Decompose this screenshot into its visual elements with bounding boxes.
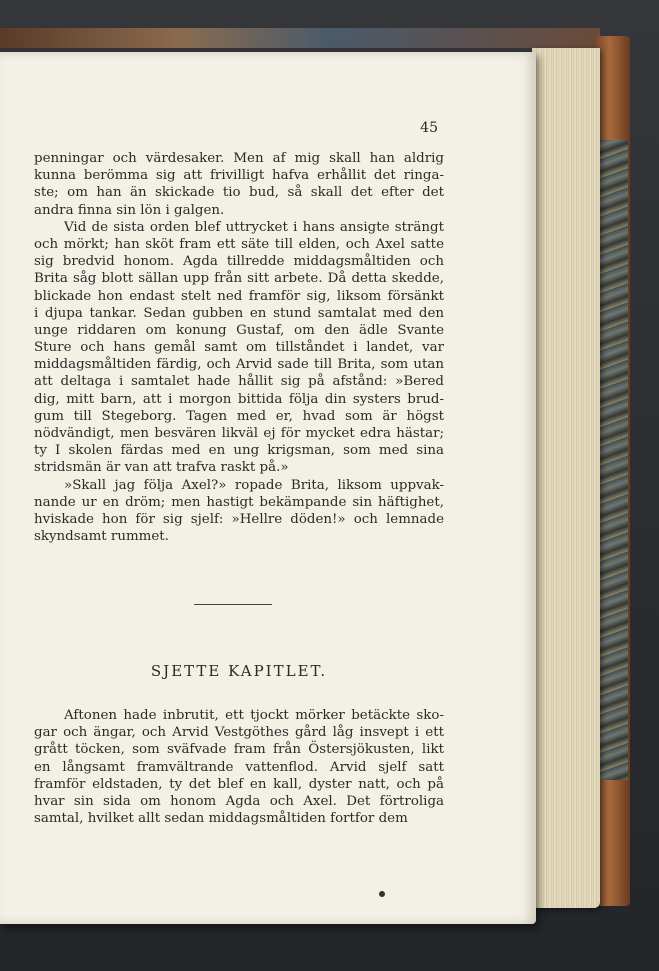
- text-line: ty I skolen färdas med en ung krigsman, som med sina: [34, 443, 444, 459]
- book-cover-top: [0, 28, 600, 48]
- text-line: »Skall jag följa Axel?» ropade Brita, liksom uppvak-: [64, 477, 444, 493]
- text-line: middagsmåltiden färdig, och Arvid sade till Brita, som utan: [34, 357, 444, 373]
- body-text-bottom: [34, 707, 444, 827]
- text-line: penningar och värdesaker. Men af mig skall han aldrig: [34, 151, 444, 166]
- text-line: samtal, hvilket allt sedan middagsmåltiden fortfor dem: [34, 811, 408, 827]
- text-line: att deltaga i samtalet hade hållit sig på afstånd: »Bered: [34, 374, 444, 390]
- text-line: ste; om han än skickade tio bud, så skall det efter det: [34, 185, 444, 201]
- text-line: och mörkt; han sköt fram ett säte till elden, och Axel satte: [34, 236, 444, 252]
- text-line: hviskade hon för sig sjelf: »Hellre döden!» och lemnade: [34, 511, 444, 527]
- text-line: kunna berömma sig att frivilligt hafva erhållit det ringa-: [34, 168, 444, 184]
- text-line: gar och ängar, och Arvid Vestgöthes gård låg insvept i ett: [34, 725, 444, 741]
- paragraph: [34, 707, 444, 827]
- body-text-top: [34, 150, 444, 545]
- text-line: Brita såg blott sällan upp från sitt arbete. Då detta skedde,: [34, 271, 444, 287]
- text-line: framför eldstaden, ty det blef en kall, dyster natt, och på: [34, 776, 444, 792]
- text-line: i djupa tankar. Sedan gubben en stund samtalat med den: [34, 305, 444, 321]
- text-line: nande ur en dröm; men hastigt bekämpande sin häftighet,: [34, 494, 444, 510]
- chapter-title: SJETTE KAPITLET.: [150, 662, 328, 680]
- text-line: Aftonen hade inbrutit, ett tjockt mörker betäckte sko-: [64, 708, 444, 723]
- text-line: gum till Stegeborg. Tagen med er, hvad som är högst: [34, 408, 444, 424]
- printer-mark: [379, 891, 385, 897]
- text-line: skyndsamt rummet.: [34, 529, 169, 545]
- text-line: sig bredvid honom. Agda tillredde middagsmåltiden och: [34, 254, 444, 270]
- page-edges: [532, 48, 600, 908]
- text-line: unge riddaren om konung Gustaf, om den ädle Svante: [34, 322, 444, 338]
- marbled-cover-edge: [600, 140, 628, 780]
- section-separator: [194, 604, 272, 605]
- paragraph: [34, 477, 444, 546]
- text-line: andra finna sin lön i galgen.: [34, 202, 225, 218]
- page-number: 45: [420, 120, 438, 136]
- text-line: hvar sin sida om honom Agda och Axel. Det förtroliga: [34, 793, 444, 809]
- text-line: dig, mitt barn, att i morgon bittida följa din systers brud-: [34, 391, 444, 407]
- text-line: grått töcken, som sväfvade fram från Östersjökusten, likt: [34, 742, 444, 758]
- text-line: en långsamt framvältrande vattenflod. Arvid sjelf satt: [34, 759, 444, 775]
- text-line: Vid de sista orden blef uttrycket i hans ansigte strängt: [64, 219, 444, 235]
- paragraph: [34, 150, 444, 219]
- paragraph: [34, 219, 444, 477]
- text-line: blickade hon endast stelt ned framför sig, liksom försänkt: [34, 288, 444, 304]
- text-line: stridsmän är van att trafva raskt på.»: [34, 460, 289, 476]
- text-line: nödvändigt, men besvären likväl ej för mycket edra hästar;: [34, 426, 444, 441]
- text-line: Sture och hans gemål samt om tillståndet i landet, var: [34, 340, 444, 356]
